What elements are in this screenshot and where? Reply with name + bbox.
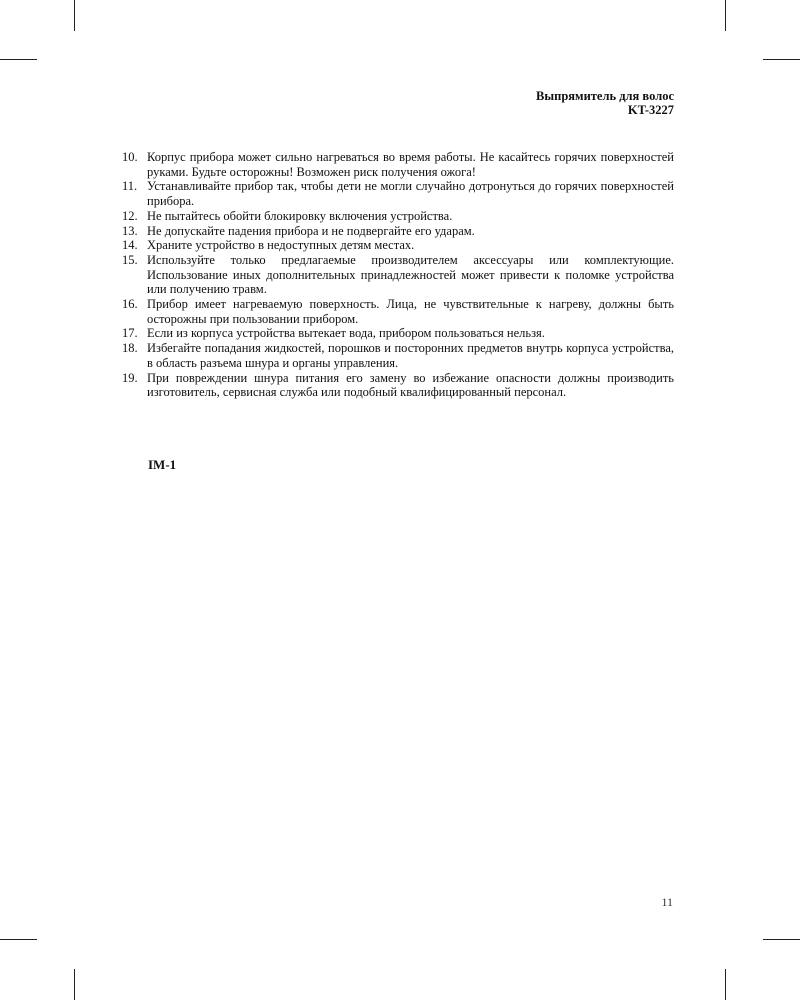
item-text: Избегайте попадания жидкостей, порошков и посторонних предметов внутрь корпуса устройства, в область разъема шнура и органы управления. [147,341,674,370]
list-item [122,238,674,253]
item-number: 14. [122,238,138,253]
item-number: 19. [122,370,138,385]
list-item [122,326,674,341]
item-text: При повреждении шнура питания его замену во избежание опасности должны производить изготовитель, сервисная служба или подобный квалифицированный персонал. [147,370,674,400]
item-number: 11. [122,179,138,194]
item-text: Не пытайтесь обойти блокировку включения устройства. [147,208,453,223]
page-number: 11 [661,895,673,909]
item-number: 13. [122,223,138,238]
item-number: 12. [122,208,138,223]
item-number: 17. [122,326,138,341]
item-text: Корпус прибора может сильно нагреваться во время работы. Не касайтесь горячих поверхностей руками. Будьте осторожны! Возможен риск получения ожога! [147,150,674,179]
crop-mark-bottom-right-h [763,939,800,940]
product-model: KT-3227 [627,103,674,117]
document-header [536,89,674,117]
item-text: Не допускайте падения прибора и не подвергайте его ударам. [147,223,475,238]
document-code: IM-1 [148,457,177,472]
crop-mark-top-left [74,0,75,31]
list-item [122,209,674,224]
crop-mark-bottom-right [725,969,726,1000]
crop-mark-top-left-h [0,59,37,60]
list-item [122,371,674,400]
list-item [122,297,674,326]
list-item [122,150,674,179]
item-text: Устанавливайте прибор так, чтобы дети не могли случайно дотронуться до горячих поверхностей прибора. [147,179,674,209]
product-title: Выпрямитель для волос [536,89,674,103]
list-item [122,253,674,297]
item-number: 10. [122,150,138,164]
item-number: 15. [122,252,138,267]
safety-instructions-list [122,150,674,400]
list-item [122,224,674,239]
item-number: 18. [122,341,138,356]
item-text: Прибор имеет нагреваемую поверхность. Лица, не чувствительные к нагреву, должны быть осторожны при пользовании прибором. [147,297,674,326]
list-item [122,341,674,370]
crop-mark-bottom-left-h [0,939,37,940]
item-number: 16. [122,297,138,312]
crop-mark-top-right [725,0,726,31]
item-text: Храните устройство в недоступных детям местах. [147,238,415,253]
crop-mark-bottom-left [74,969,75,1000]
crop-mark-top-right-h [763,59,800,60]
item-text: Используйте только предлагаемые производителем аксессуары или комплектующие. Использование иных дополнительных принадлежностей может привести к поломке устройства или получению травм. [147,252,674,297]
list-item [122,179,674,208]
item-text: Если из корпуса устройства вытекает вода, прибором пользоваться нельзя. [147,326,545,341]
